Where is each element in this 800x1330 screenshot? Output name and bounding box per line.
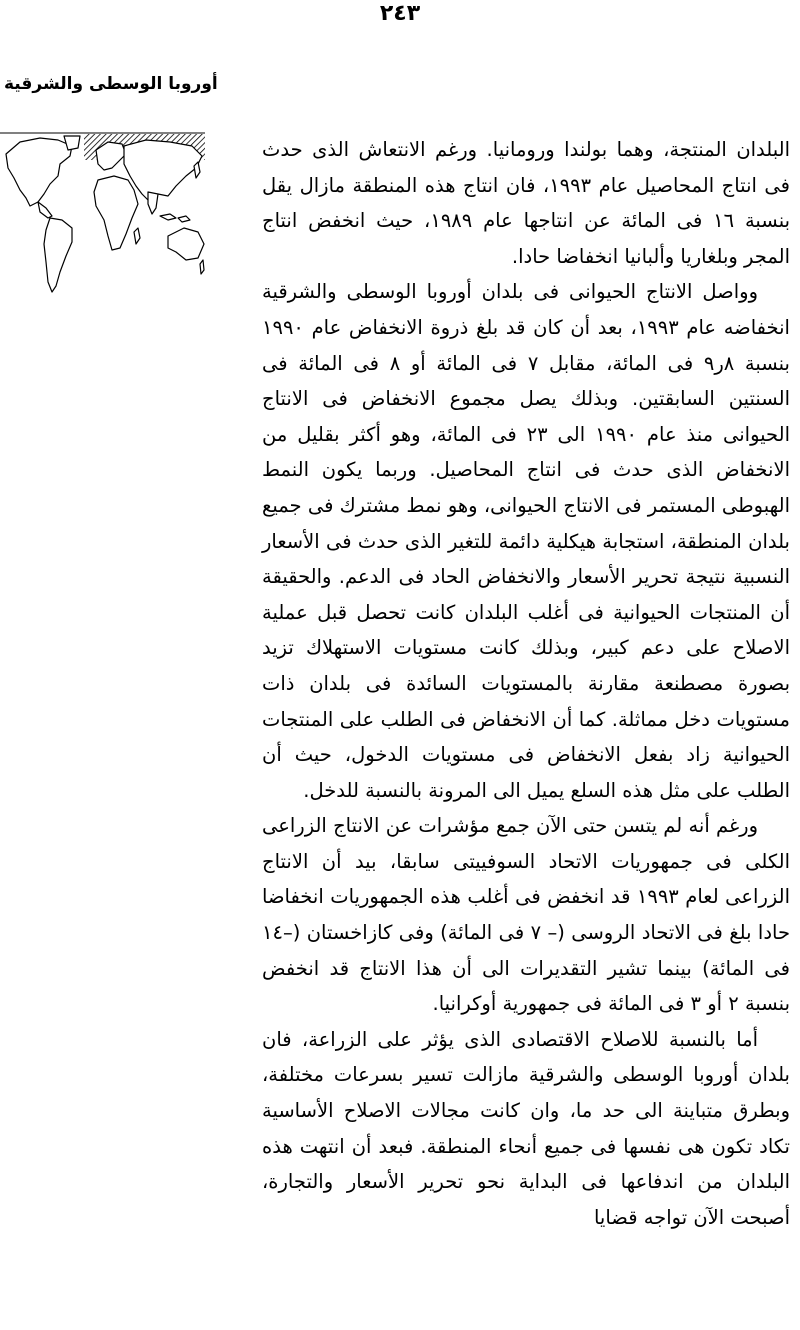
running-head: أوروبا الوسطى والشرقية (4, 74, 218, 94)
body-text (262, 132, 790, 1235)
world-map-icon (0, 132, 205, 332)
paragraph: أما بالنسبة للاصلاح الاقتصادى الذى يؤثر على الزراعة، فان بلدان أوروبا الوسطى والشرقية مازالت تسير بسرعات مختلفة، وبطرق متباينة الى حد ما، وان كانت مجالات الاصلاح الأساسية تكاد تكون هى نفسها فى جميع أنحاء المنطقة. فبعد أن انتهت هذه البلدان من اندفاعها فى البداية نحو تحرير الأسعار والتجارة، أصبحت الآن تواجه قضايا (262, 1027, 790, 1229)
page-number: ٢٤٣ (379, 1, 421, 26)
paragraph: وواصل الانتاج الحيوانى فى بلدان أوروبا الوسطى والشرقية انخفاضه عام ١٩٩٣، بعد أن كان قد بلغ ذروة الانخفاض عام ١٩٩٠ بنسبة ٨ر٩ فى المائة، مقابل ٧ فى المائة أو ٨ فى المائة فى السنتين السابقتين. وبذلك يصل مجموع الانخفاض فى الانتاج الحيوانى منذ عام ١٩٩٠ الى ٢٣ فى المائة، وهو أكثر بقليل من الانخفاض الذى حدث فى انتاج المحاصيل. وربما يكون النمط الهبوطى المستمر فى الانتاج الحيوانى، وهو نمط مشترك فى جميع بلدان المنطقة، استجابة هيكلية دائمة للتغير الذى حدث فى الأسعار النسبية نتيجة تحرير الأسعار والانخفاض الحاد فى الدعم. والحقيقة أن المنتجات الحيوانية فى أغلب البلدان كانت تحصل قبل عملية الاصلاح على دعم كبير، وبذلك كانت مستويات الاستهلاك تزيد بصورة مصطنعة مقارنة بالمستويات السائدة فى بلدان ذات مستويات دخل مماثلة. كما أن الانخفاض فى الطلب على المنتجات الحيوانية زاد بفعل الانخفاض فى مستويات الدخول، حيث أن الطلب على مثل هذه السلع يميل الى المرونة بالنسبة للدخل. (262, 280, 790, 802)
paragraph: ورغم أنه لم يتسن حتى الآن جمع مؤشرات عن الانتاج الزراعى الكلى فى جمهوريات الاتحاد السوفييتى سابقا، بيد أن الانتاج الزراعى لعام ١٩٩٣ قد انخفض فى أغلب هذه الجمهوريات انخفاضا حادا بلغ فى الاتحاد الروسى (– ٧ فى المائة) وفى كازاخستان (–١٤ فى المائة) بينما تشير التقديرات الى أن هذا الانتاج قد انخفض بنسبة ٢ أو ٣ فى المائة فى جمهورية أوكرانيا. (262, 814, 790, 1016)
paragraph: البلدان المنتجة، وهما بولندا ورومانيا. ورغم الانتعاش الذى حدث فى انتاج المحاصيل عام ١٩٩٣، فان انتاج هذه المنطقة مازال يقل بنسبة ١٦ فى المائة عن انتاجها عام ١٩٨٩، حيث انخفض انتاج المجر وبلغاريا وألبانيا انخفاضا حادا. (262, 138, 790, 268)
